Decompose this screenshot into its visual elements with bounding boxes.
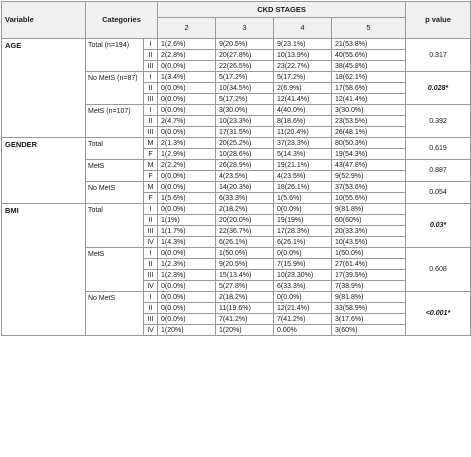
stage-cell: 1(5.6%) [158,193,216,204]
group-label: Total [86,138,144,160]
stage-cell: 19(19%) [274,215,332,226]
header-stage: 2 [158,18,216,39]
level-label: M [144,182,158,193]
level-label: I [144,248,158,259]
header-categories: Categories [86,2,158,39]
stage-cell: 17(28.3%) [274,226,332,237]
stage-cell: 22(36.7%) [216,226,274,237]
stage-cell: 4(40.0%) [274,105,332,116]
stage-cell: 9(20.5%) [216,39,274,50]
stage-cell: 15(13.4%) [216,270,274,281]
level-label: F [144,193,158,204]
level-label: II [144,116,158,127]
stage-cell: 80(50.3%) [332,138,406,149]
stage-cell: 6(26.1%) [274,237,332,248]
stage-cell: 17(58.6%) [332,83,406,94]
stage-cell: 14(20.3%) [216,182,274,193]
stage-cell: 10(43.5%) [332,237,406,248]
stage-cell: 3(60%) [332,325,406,336]
p-value: 0.608 [406,248,471,292]
stage-cell: 10(23.3%) [216,116,274,127]
stage-cell: 23(22.7%) [274,61,332,72]
level-label: II [144,83,158,94]
stage-cell: 0(0.0%) [158,281,216,292]
ckd-stages-table [1,1,471,336]
table-header [2,2,471,39]
stage-cell: 40(55.6%) [332,50,406,61]
stage-cell: 5(27.8%) [216,281,274,292]
stage-cell: 0(0.0%) [274,248,332,259]
stage-cell: 1(3.4%) [158,72,216,83]
stage-cell: 43(47.8%) [332,160,406,171]
level-label: II [144,215,158,226]
level-label: I [144,72,158,83]
stage-cell: 10(55.6%) [332,193,406,204]
variable-label: GENDER [2,138,86,204]
stage-cell: 1(2.3%) [158,270,216,281]
stage-cell: 37(23.3%) [274,138,332,149]
stage-cell: 33(58.9%) [332,303,406,314]
stage-cell: 6(33.3%) [216,193,274,204]
stage-cell: 20(27.8%) [216,50,274,61]
variable-label: BMI [2,204,86,336]
stage-cell: 17(39.5%) [332,270,406,281]
group-label: Total (n=194) [86,39,144,72]
stage-cell: 22(26.5%) [216,61,274,72]
level-label: II [144,259,158,270]
stage-cell: 0.00% [274,325,332,336]
level-label: IV [144,281,158,292]
stage-cell: 1(50.0%) [216,248,274,259]
stage-cell: 0(0.0%) [158,83,216,94]
stage-cell: 1(5.6%) [274,193,332,204]
level-label: III [144,226,158,237]
stage-cell: 20(25.2%) [216,138,274,149]
stage-cell: 20(33.3%) [332,226,406,237]
stage-cell: 7(41.2%) [274,314,332,325]
stage-cell: 5(17.2%) [274,72,332,83]
stage-cell: 0(0.0%) [158,292,216,303]
stage-cell: 2(1.3%) [158,138,216,149]
level-label: F [144,171,158,182]
stage-cell: 4(23.5%) [216,171,274,182]
stage-cell: 0(0.0%) [158,182,216,193]
stage-cell: 3(30.0%) [216,105,274,116]
table-row [2,204,471,215]
stage-cell: 11(20.4%) [274,127,332,138]
stage-cell: 11(19.6%) [216,303,274,314]
table-body [2,39,471,336]
stage-cell: 7(38.9%) [332,281,406,292]
stage-cell: 17(31.5%) [216,127,274,138]
stage-cell: 6(26.1%) [216,237,274,248]
stage-cell: 1(2.3%) [158,259,216,270]
stage-cell: 9(20.5%) [216,259,274,270]
stage-cell: 6(33.3%) [274,281,332,292]
p-value: 0.317 [406,39,471,72]
stage-cell: 0(0.0%) [158,248,216,259]
stage-cell: 1(4.3%) [158,237,216,248]
stage-cell: 1(20%) [216,325,274,336]
stage-cell: 0(0.0%) [158,94,216,105]
stage-cell: 60(60%) [332,215,406,226]
variable-label: AGE [2,39,86,138]
p-value: 0.887 [406,160,471,182]
level-label: II [144,303,158,314]
level-label: I [144,204,158,215]
p-value: 0.392 [406,105,471,138]
stage-cell: 12(41.4%) [274,94,332,105]
stage-cell: 9(81.8%) [332,292,406,303]
stage-cell: 5(14.3%) [274,149,332,160]
stage-cell: 10(34.5%) [216,83,274,94]
stage-cell: 9(81.8%) [332,204,406,215]
header-stage: 3 [216,18,274,39]
stage-cell: 1(1.7%) [158,226,216,237]
header-stage: 5 [332,18,406,39]
stage-cell: 18(26.1%) [274,182,332,193]
stage-cell: 0(0.0%) [158,314,216,325]
group-label: No MetS [86,292,144,336]
stage-cell: 4(23.5%) [274,171,332,182]
stage-cell: 9(23.1%) [274,39,332,50]
table-row [2,39,471,50]
stage-cell: 21(53.8%) [332,39,406,50]
stage-cell: 19(21.1%) [274,160,332,171]
group-label: MetS [86,248,144,292]
stage-cell: 2(18.2%) [216,292,274,303]
stage-cell: 20(20.0%) [216,215,274,226]
stage-cell: 2(4.7%) [158,116,216,127]
stage-cell: 2(2.2%) [158,160,216,171]
group-label: MetS (n=107) [86,105,144,138]
p-value: 0.028* [406,72,471,105]
level-label: III [144,94,158,105]
level-label: I [144,39,158,50]
stage-cell: 26(28.9%) [216,160,274,171]
stage-cell: 37(53.6%) [332,182,406,193]
stage-cell: 7(41.2%) [216,314,274,325]
level-label: III [144,270,158,281]
level-label: M [144,160,158,171]
level-label: II [144,50,158,61]
stage-cell: 12(21.4%) [274,303,332,314]
stage-cell: 2(6.9%) [274,83,332,94]
stage-cell: 0(0.0%) [274,204,332,215]
level-label: III [144,127,158,138]
level-label: I [144,292,158,303]
level-label: F [144,149,158,160]
p-value: 0.03* [406,204,471,248]
stage-cell: 9(52.9%) [332,171,406,182]
p-value: <0.001* [406,292,471,336]
stage-cell: 38(45.8%) [332,61,406,72]
level-label: M [144,138,158,149]
stage-cell: 1(20%) [158,325,216,336]
stage-cell: 0(0.0%) [158,204,216,215]
level-label: III [144,314,158,325]
stage-cell: 1(2.6%) [158,39,216,50]
stage-cell: 3(17.6%) [332,314,406,325]
stage-cell: 12(41.4%) [332,94,406,105]
group-label: No MetS (n=87) [86,72,144,105]
group-label: Total [86,204,144,248]
stage-cell: 0(0.0%) [158,171,216,182]
stage-cell: 27(61.4%) [332,259,406,270]
p-value: 0.054 [406,182,471,204]
header-p-value: p value [406,2,471,39]
level-label: IV [144,325,158,336]
stage-cell: 26(48.1%) [332,127,406,138]
stage-cell: 18(62.1%) [332,72,406,83]
stage-cell: 0(0.0%) [158,61,216,72]
stage-cell: 10(23.30%) [274,270,332,281]
stage-cell: 3(30.0%) [332,105,406,116]
stage-cell: 5(17.2%) [216,94,274,105]
stage-cell: 2(2.8%) [158,50,216,61]
header-ckd-stages: CKD STAGES [158,2,406,18]
stage-cell: 23(53.5%) [332,116,406,127]
stage-cell: 1(1%) [158,215,216,226]
stage-cell: 0(0.0%) [158,303,216,314]
stage-cell: 5(17.2%) [216,72,274,83]
stage-cell: 7(15.9%) [274,259,332,270]
p-value: 0.619 [406,138,471,160]
stage-cell: 0(0.0%) [158,105,216,116]
header-variable: Variable [2,2,86,39]
stage-cell: 0(0.0%) [274,292,332,303]
level-label: IV [144,237,158,248]
table-row [2,138,471,149]
level-label: III [144,61,158,72]
stage-cell: 10(28.6%) [216,149,274,160]
stage-cell: 1(2.9%) [158,149,216,160]
stage-cell: 2(18.2%) [216,204,274,215]
stage-cell: 8(18.6%) [274,116,332,127]
header-stage: 4 [274,18,332,39]
stage-cell: 19(54.3%) [332,149,406,160]
stage-cell: 0(0.0%) [158,127,216,138]
stage-cell: 10(13.9%) [274,50,332,61]
group-label: No MetS [86,182,144,204]
group-label: MetS [86,160,144,182]
level-label: I [144,105,158,116]
stage-cell: 1(50.0%) [332,248,406,259]
